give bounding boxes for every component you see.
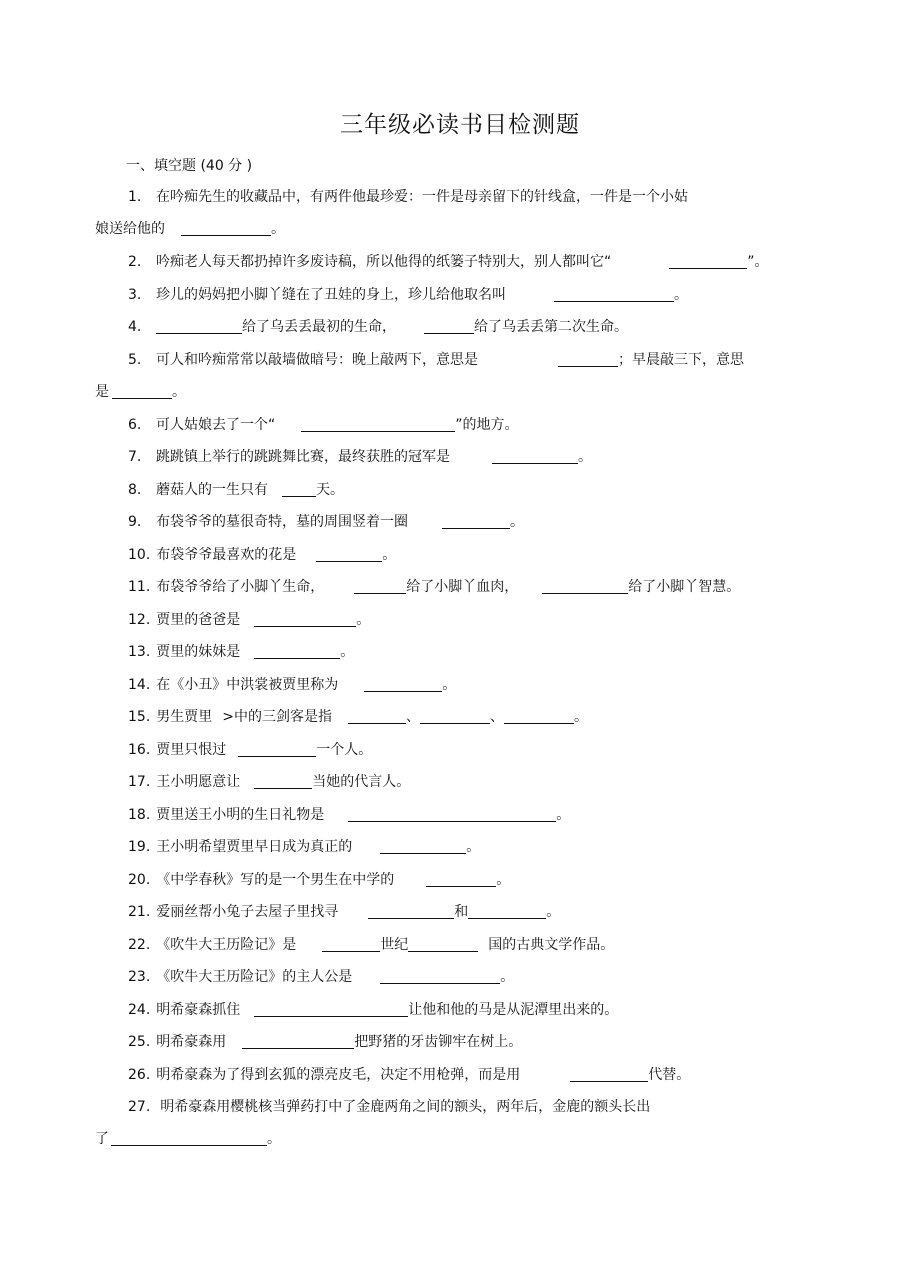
- question-5: 5. 可人和吟痴常常以敲墙做暗号：晚上敲两下，意思是 ；早晨敲三下，意思: [128, 352, 744, 368]
- question-10: 10. 布袋爷爷最喜欢的花是 。: [128, 547, 397, 563]
- question-6: 6. 可人姑娘去了一个“ ”的地方。: [128, 417, 519, 433]
- answer-blank[interactable]: [181, 221, 271, 236]
- answer-blank[interactable]: [254, 612, 356, 627]
- answer-blank[interactable]: [316, 547, 382, 562]
- answer-blank[interactable]: [238, 742, 316, 757]
- section-heading: 一、填空题 (40 分 ): [126, 158, 253, 174]
- answer-blank[interactable]: [254, 644, 340, 659]
- question-5-cont: 是 。: [95, 384, 186, 400]
- answer-blank[interactable]: [156, 319, 242, 334]
- answer-blank[interactable]: [380, 839, 466, 854]
- answer-blank[interactable]: [380, 969, 500, 984]
- answer-blank[interactable]: [242, 1034, 354, 1049]
- question-4: 4. 给了乌丢丢最初的生命， 给了乌丢丢第二次生命。: [128, 319, 628, 335]
- question-27-cont: 了 。: [95, 1131, 281, 1147]
- question-12: 12. 贾里的爸爸是 。: [128, 612, 371, 628]
- answer-blank[interactable]: [112, 384, 172, 399]
- answer-blank[interactable]: [504, 709, 574, 724]
- question-21: 21. 爱丽丝帮小兔子去屋子里找寻 和 。: [128, 904, 561, 920]
- question-26: 26. 明希豪森为了得到玄狐的漂亮皮毛，决定不用枪弹，而是用 代替。: [128, 1067, 691, 1083]
- answer-blank[interactable]: [558, 352, 618, 367]
- answer-blank[interactable]: [468, 904, 546, 919]
- answer-blank[interactable]: [492, 449, 578, 464]
- answer-blank[interactable]: [282, 482, 316, 497]
- question-27: 27. 明希豪森用樱桃核当弹药打中了金鹿两角之间的额头，两年后，金鹿的额头长出: [128, 1099, 651, 1115]
- question-8: 8. 蘑菇人的一生只有 天。: [128, 482, 344, 498]
- answer-blank[interactable]: [426, 872, 496, 887]
- question-25: 25. 明希豪森用 把野猪的牙齿铆牢在树上。: [128, 1034, 523, 1050]
- answer-blank[interactable]: [442, 514, 510, 529]
- question-1: 1. 在吟痴先生的收藏品中，有两件他最珍爱：一件是母亲留下的针线盒，一件是一个小姑: [128, 189, 688, 205]
- answer-blank[interactable]: [420, 709, 490, 724]
- answer-blank[interactable]: [348, 807, 556, 822]
- answer-blank[interactable]: [354, 579, 406, 594]
- answer-blank[interactable]: [408, 937, 478, 952]
- answer-blank[interactable]: [669, 254, 747, 269]
- question-9: 9. 布袋爷爷的墓很奇特，墓的周围竖着一圈 。: [128, 514, 524, 530]
- answer-blank[interactable]: [254, 774, 312, 789]
- answer-blank[interactable]: [254, 1002, 408, 1017]
- question-15: 15. 男生贾里 >中的三剑客是指 、 、 。: [128, 709, 588, 725]
- question-16: 16. 贾里只恨过 一个人。: [128, 742, 373, 758]
- answer-blank[interactable]: [322, 937, 380, 952]
- question-23: 23. 《吹牛大王历险记》的主人公是 。: [128, 969, 515, 985]
- question-11: 11. 布袋爷爷给了小脚丫生命， 给了小脚丫血肉， 给了小脚丫智慧。: [128, 579, 741, 595]
- question-2: 2. 吟痴老人每天都扔掉许多废诗稿，所以他得的纸篓子特别大，别人都叫它“ ”。: [128, 254, 769, 270]
- answer-blank[interactable]: [554, 287, 674, 302]
- answer-blank[interactable]: [424, 319, 474, 334]
- answer-blank[interactable]: [364, 677, 442, 692]
- answer-blank[interactable]: [348, 709, 406, 724]
- question-18: 18. 贾里送王小明的生日礼物是 。: [128, 807, 571, 823]
- page-title: 三年级必读书目检测题: [340, 112, 580, 138]
- question-22: 22. 《吹牛大王历险记》是 世纪 国的古典文学作品。: [128, 937, 615, 953]
- question-17: 17. 王小明愿意让 当她的代言人。: [128, 774, 411, 790]
- question-19: 19. 王小明希望贾里早日成为真正的 。: [128, 839, 481, 855]
- question-1-cont: 娘送给他的 。: [95, 221, 285, 237]
- answer-blank[interactable]: [368, 904, 454, 919]
- answer-blank[interactable]: [301, 417, 455, 432]
- answer-blank[interactable]: [542, 579, 628, 594]
- question-13: 13. 贾里的妹妹是 。: [128, 644, 355, 660]
- question-3: 3. 珍儿的妈妈把小脚丫缝在了丑娃的身上，珍儿给他取名叫 。: [128, 287, 688, 303]
- question-24: 24. 明希豪森抓住 让他和他的马是从泥潭里出来的。: [128, 1002, 619, 1018]
- question-7: 7. 跳跳镇上举行的跳跳舞比赛，最终获胜的冠军是 。: [128, 449, 592, 465]
- answer-blank[interactable]: [570, 1067, 648, 1082]
- question-20: 20. 《中学春秋》写的是一个男生在中学的 。: [128, 872, 511, 888]
- question-14: 14. 在《小丑》中洪裳被贾里称为 。: [128, 677, 457, 693]
- answer-blank[interactable]: [111, 1131, 267, 1146]
